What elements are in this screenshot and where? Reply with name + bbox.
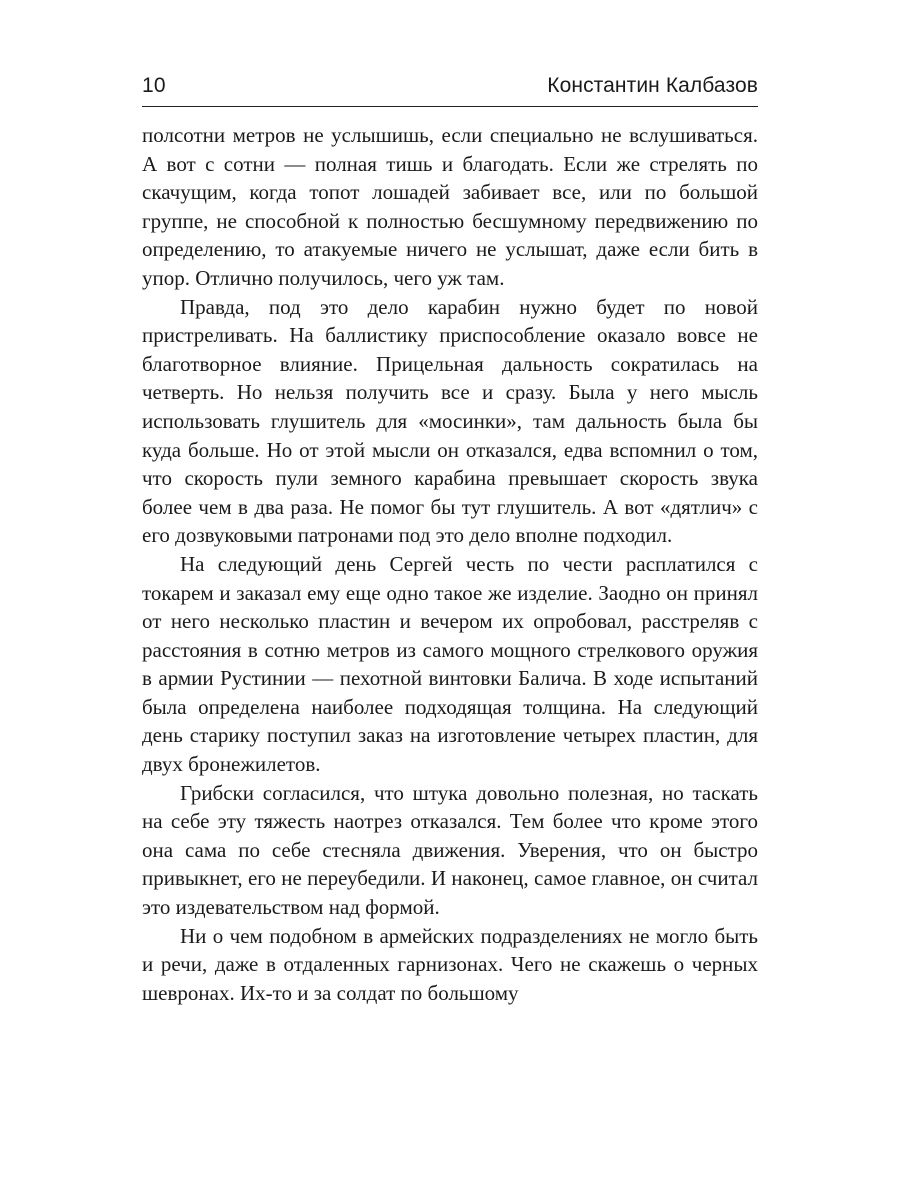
author-name: Константин Калбазов <box>547 74 758 97</box>
book-page <box>142 70 758 1007</box>
paragraph: На следующий день Сергей честь по чести расплатился с токарем и заказал ему еще одно такое же изделие. Заодно он принял от него несколько пластин и вечером их опробовал, расстреляв с расстояния в сотню метров из самого мощного стрелкового оружия в армии Рустинии — пехотной винтовки Балича. В ходе испытаний была определена наиболее подходящая толщина. На следующий день старику поступил заказ на изготовление четырех пластин, для двух бронежилетов. <box>142 551 758 777</box>
paragraph: Ни о чем подобном в армейских подразделениях не могло быть и речи, даже в отдаленных гарнизонах. Чего не скажешь о черных шевронах. Их-то и за солдат по большому <box>142 923 758 1005</box>
paragraph: полсотни метров не услышишь, если специально не вслушиваться. А вот с сотни — полная тишь и благодать. Если же стрелять по скачущим, когда топот лошадей забивает все, или по большой группе, не способной к полностью бесшумному передвижению по определению, то атакуемые ничего не услышат, даже если бить в упор. Отлично получилось, чего уж там. <box>142 123 758 290</box>
paragraph: Правда, под это дело карабин нужно будет по новой пристреливать. На баллистику приспособление оказало вовсе не благотворное влияние. Прицельная дальность сократилась на четверть. Но нельзя получить все и сразу. Была у него мысль использовать глушитель для «мосинки», там дальность была бы куда больше. Но от этой мысли он отказался, едва вспомнил о том, что скорость пули земного карабина превышает скорость звука более чем в два раза. Не помог бы тут глушитель. А вот «дятлич» с его дозвуковыми патронами под это дело вполне подходил. <box>142 294 758 548</box>
paragraph: Грибски согласился, что штука довольно полезная, но таскать на себе эту тяжесть наотрез отказался. Тем более что кроме этого она сама по себе стесняла движения. Уверения, что он быстро привыкнет, его не переубедили. И наконец, самое главное, он считал это издевательством над формой. <box>142 780 758 920</box>
body-text <box>142 121 758 1007</box>
page-number: 10 <box>142 74 166 97</box>
running-header <box>142 70 758 107</box>
